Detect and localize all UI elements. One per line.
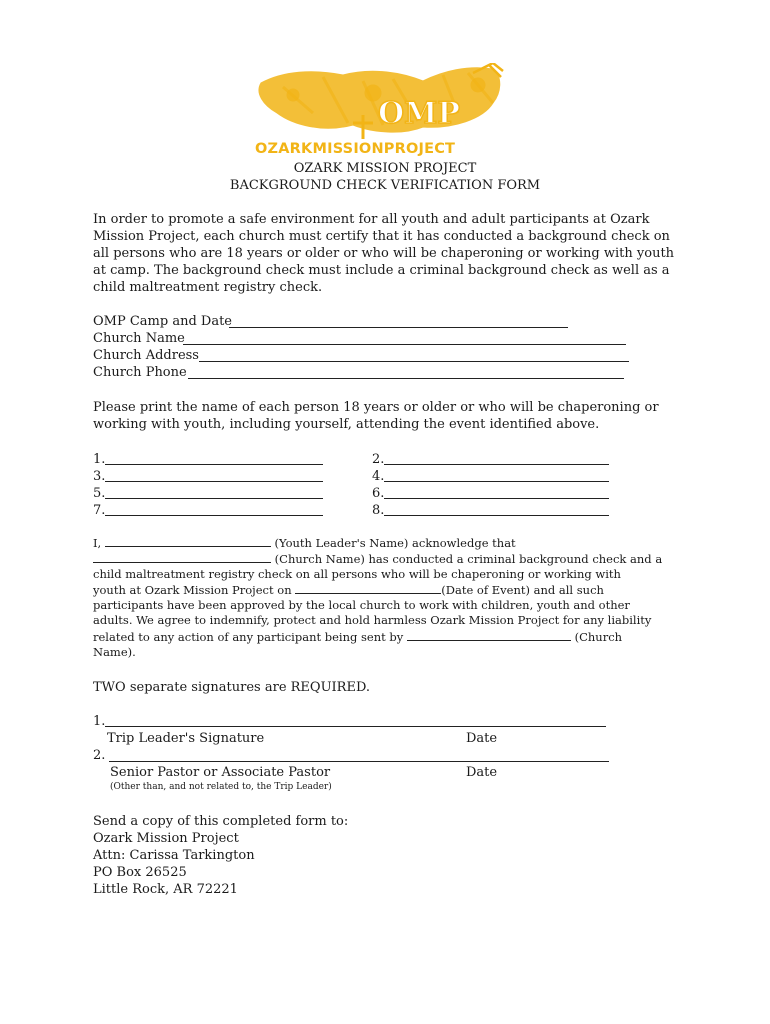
name-number-7: 7. [93, 503, 106, 518]
name-number-1: 1. [93, 452, 106, 467]
name-field-2[interactable] [384, 464, 609, 465]
name-field-7[interactable] [105, 515, 323, 516]
church-name-label: Church Name [93, 331, 185, 346]
pastor-note: (Other than, and not related to, the Trip Leader) [110, 782, 332, 792]
ack-youth-leader-label: (Youth Leader's Name) acknowledge that [274, 536, 516, 550]
intro-line-2: Mission Project, each church must certify that it has conducted a background check on [93, 229, 670, 244]
form-org-title: OZARK MISSION PROJECT [293, 161, 477, 176]
camp-date-label: OMP Camp and Date [93, 314, 232, 329]
church-phone-field[interactable] [188, 378, 624, 379]
send-instruction: Send a copy of this completed form to: [93, 814, 349, 829]
intro-line-1: In order to promote a safe environment for all youth and adult participants at Ozark [93, 212, 650, 227]
intro-line-3: all persons who are 18 years or older or who will be chaperoning or working with youth [93, 246, 675, 261]
ack-event-prefix: youth at Ozark Mission Project on [93, 583, 292, 597]
ack-church-name-label: (Church Name) has conducted a criminal background check and a [274, 552, 663, 566]
name-field-3[interactable] [105, 481, 323, 482]
ack-line-4 [93, 582, 604, 599]
church-name-field[interactable] [183, 344, 626, 345]
ack-line-1 [93, 535, 516, 552]
ack-line-8: Name). [93, 645, 136, 659]
print-names-line-1: Please print the name of each person 18 years or older or who will be chaperoning or [93, 400, 659, 415]
omp-logo-mark: OMP [378, 96, 460, 131]
name-field-1[interactable] [105, 464, 323, 465]
name-number-8: 8. [372, 503, 385, 518]
send-city: Little Rock, AR 72221 [93, 882, 238, 897]
ack-event-label: (Date of Event) and all such [441, 583, 604, 597]
camp-date-field[interactable] [229, 327, 568, 328]
ack-sent-by-label: (Church [574, 630, 623, 644]
ack-line-7 [93, 629, 622, 646]
signatures-required: TWO separate signatures are REQUIRED. [93, 680, 371, 695]
name-number-6: 6. [372, 486, 385, 501]
trip-leader-signature-field[interactable] [105, 726, 606, 727]
name-field-4[interactable] [384, 481, 609, 482]
send-attn: Attn: Carissa Tarkington [93, 848, 255, 863]
send-po-box: PO Box 26525 [93, 865, 187, 880]
ack-church-name-field[interactable] [93, 551, 271, 563]
ack-line-2 [93, 551, 662, 568]
name-number-3: 3. [93, 469, 106, 484]
church-phone-label: Church Phone [93, 365, 187, 380]
signature-number-1: 1. [93, 714, 106, 729]
trip-leader-signature-label: Trip Leader's Signature [107, 731, 265, 746]
ack-line-6: adults. We agree to indemnify, protect and hold harmless Ozark Mission Project for any liability [93, 613, 652, 627]
event-date-field[interactable] [295, 582, 441, 594]
omp-logo [253, 63, 518, 159]
ack-i: I, [93, 536, 102, 550]
sending-church-field[interactable] [407, 629, 571, 641]
omp-logo-graphic [253, 63, 518, 143]
intro-line-4: at camp. The background check must include a criminal background check as well as a [93, 263, 670, 278]
ack-line-5: participants have been approved by the local church to work with children, youth and other [93, 598, 630, 612]
print-names-line-2: working with youth, including yourself, attending the event identified above. [93, 417, 600, 432]
ack-line-3: child maltreatment registry check on all persons who will be chaperoning or working with [93, 567, 621, 581]
pastor-signature-field[interactable] [109, 761, 609, 762]
form-title: BACKGROUND CHECK VERIFICATION FORM [229, 178, 541, 193]
pastor-signature-label: Senior Pastor or Associate Pastor [110, 765, 331, 780]
name-number-5: 5. [93, 486, 106, 501]
name-field-6[interactable] [384, 498, 609, 499]
trip-leader-date-label: Date [466, 731, 498, 746]
intro-line-5: child maltreatment registry check. [93, 280, 323, 295]
omp-wordmark: OZARKMISSIONPROJECT [255, 141, 456, 157]
pastor-date-label: Date [466, 765, 498, 780]
name-field-5[interactable] [105, 498, 323, 499]
send-org: Ozark Mission Project [93, 831, 239, 846]
name-number-4: 4. [372, 469, 385, 484]
youth-leader-name-field[interactable] [105, 535, 271, 547]
name-number-2: 2. [372, 452, 385, 467]
signature-number-2: 2. [93, 748, 106, 763]
ack-sent-by-prefix: related to any action of any participant being sent by [93, 630, 404, 644]
name-field-8[interactable] [384, 515, 609, 516]
church-address-label: Church Address [93, 348, 199, 363]
church-address-field[interactable] [199, 361, 629, 362]
